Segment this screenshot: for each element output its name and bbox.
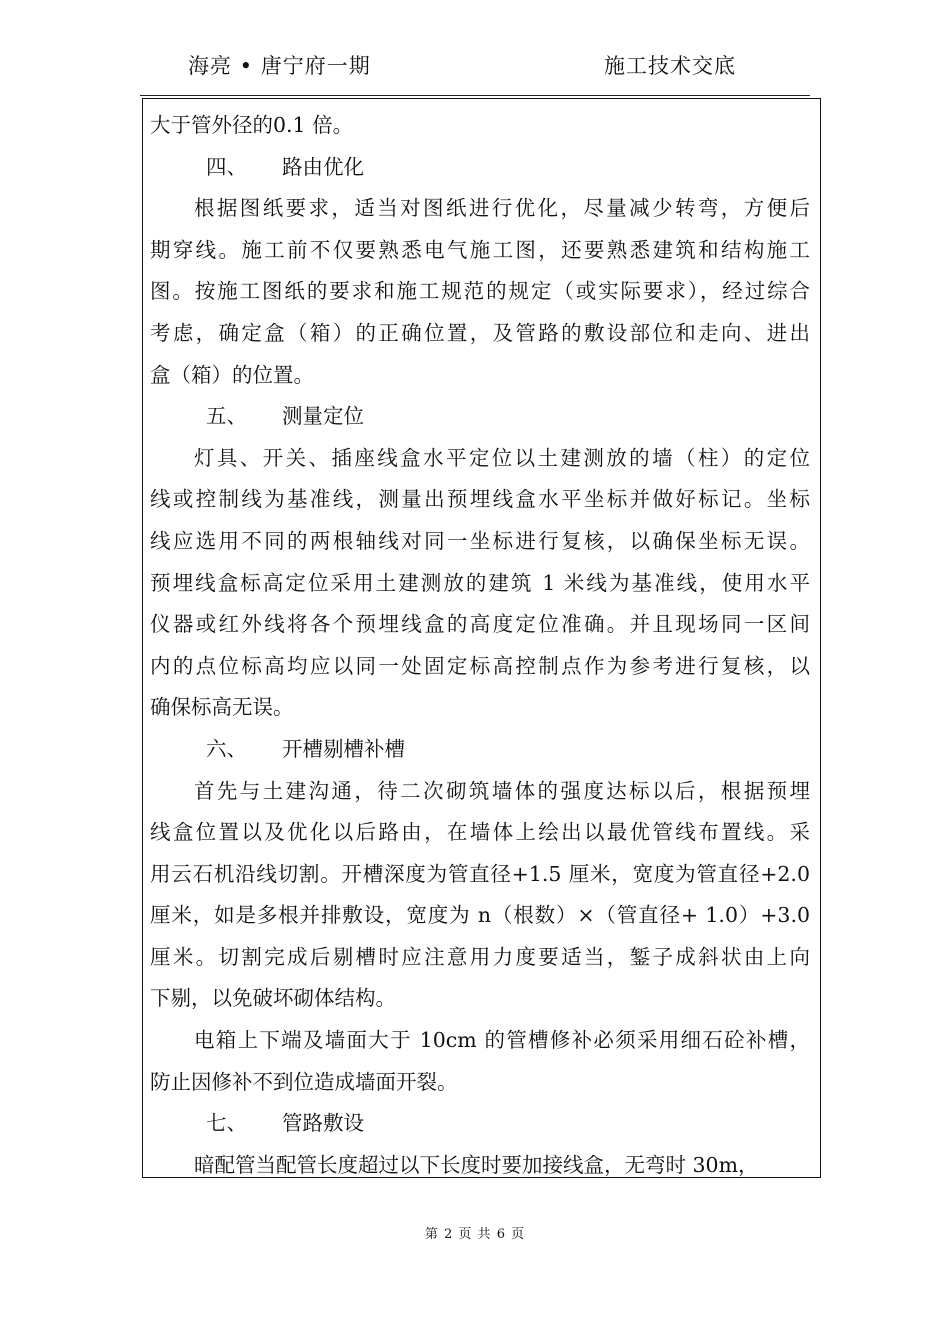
- section-title: 开槽剔槽补槽: [282, 736, 405, 761]
- header-divider: [140, 95, 810, 96]
- body-line: 图。按施工图纸的要求和施工规范的规定（或实际要求），经过综合: [150, 279, 810, 304]
- section-heading: [150, 1103, 810, 1145]
- section-heading: [150, 147, 810, 189]
- body-line: 首先与土建沟通，待二次砌筑墙体的强度达标以后，根据预埋: [194, 778, 810, 803]
- section-number: 六、: [206, 736, 247, 761]
- body-line: 考虑，确定盒（箱）的正确位置，及管路的敷设部位和走向、进出: [150, 320, 810, 345]
- section-heading: [150, 729, 810, 771]
- body-line: 用云石机沿线切割。开槽深度为管直径+1.5 厘米，宽度为管直径+2.0: [150, 861, 810, 886]
- section-title: 测量定位: [282, 404, 364, 429]
- page-footer: 第 2 页 共 6 页: [424, 1227, 526, 1242]
- body-line: 厘米，如是多根并排敷设，宽度为 n（根数）×（管直径+ 1.0）+3.0: [150, 903, 810, 928]
- section-heading: [150, 396, 810, 438]
- body-line: 内的点位标高均应以同一处固定标高控制点作为参考进行复核，以: [150, 653, 810, 678]
- body-line: 电箱上下端及墙面大于 10cm 的管槽修补必须采用细石砼补槽，: [194, 1028, 810, 1053]
- body-line: 线应选用不同的两根轴线对同一坐标进行复核，以确保坐标无误。: [150, 528, 810, 553]
- body-line: 线盒位置以及优化以后路由，在墙体上绘出以最优管线布置线。采: [150, 820, 810, 845]
- page-header-left: 海亮 • 唐宁府一期: [188, 54, 371, 78]
- section-number: 七、: [206, 1111, 247, 1136]
- section-title: 管路敷设: [282, 1111, 364, 1136]
- body-line: 预埋线盒标高定位采用土建测放的建筑 1 米线为基准线，使用水平: [150, 570, 810, 595]
- body-line: 厘米。切割完成后剔槽时应注意用力度要适当，錾子成斜状由上向: [150, 944, 810, 969]
- body-line: 灯具、开关、插座线盒水平定位以土建测放的墙（柱）的定位: [194, 445, 810, 470]
- body-line: 防止因修补不到位造成墙面开裂。: [150, 1069, 458, 1094]
- document-body: [150, 105, 810, 1186]
- body-line: 仪器或红外线将各个预埋线盒的高度定位准确。并且现场同一区间: [150, 612, 810, 637]
- section-title: 路由优化: [282, 154, 364, 179]
- body-line: 根据图纸要求，适当对图纸进行优化，尽量减少转弯，方便后: [194, 196, 810, 221]
- body-line: 盒（箱）的位置。: [150, 362, 314, 387]
- body-line: 暗配管当配管长度超过以下长度时要加接线盒，无弯时 30m，: [194, 1152, 759, 1177]
- section-number: 四、: [206, 154, 247, 179]
- body-line: 大于管外径的0.1 倍。: [150, 113, 354, 137]
- body-line: 线或控制线为基准线，测量出预埋线盒水平坐标并做好标记。坐标: [150, 487, 810, 512]
- body-line: 下剔，以免破坏砌体结构。: [150, 986, 396, 1011]
- body-line: 确保标高无误。: [150, 695, 294, 720]
- body-line: 期穿线。施工前不仅要熟悉电气施工图，还要熟悉建筑和结构施工: [150, 237, 810, 262]
- page-header-right: 施工技术交底: [604, 54, 736, 78]
- section-number: 五、: [206, 404, 247, 429]
